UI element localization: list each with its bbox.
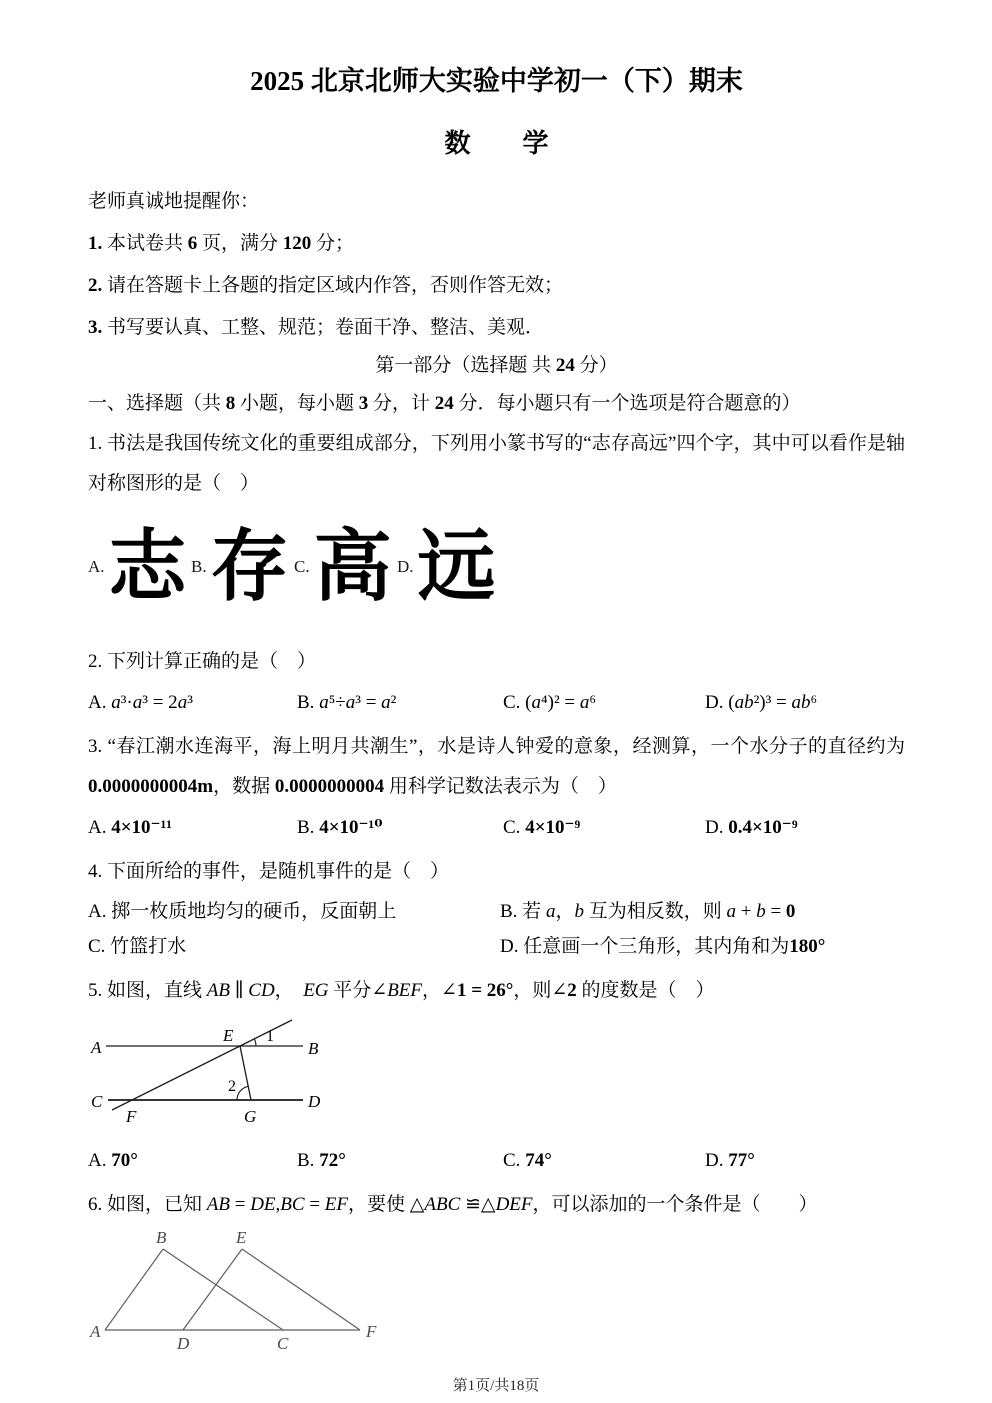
notice-item-2: 2. 请在答题卡上各题的指定区域内作答，否则作答无效； [88, 275, 564, 296]
q5-label-angle1: 1 [266, 1028, 274, 1045]
q6-label-D: D [177, 1334, 190, 1353]
subject-title: 数 学 [444, 129, 549, 158]
question-2 [88, 642, 905, 718]
q5-option-d: D. 77° [705, 1150, 755, 1171]
q5-figure [88, 1015, 338, 1133]
page-number: 第1页/共18页 [452, 1378, 540, 1394]
notice-item-3: 3. 书写要认真、工整、规范；卷面干净、整洁、美观． [88, 317, 545, 338]
q4-options-row-2 [88, 932, 905, 962]
q5-label-A: A [91, 1038, 102, 1057]
q6-label-E: E [236, 1229, 247, 1247]
q2-option-a: A. a³·a³ = 2a³ [88, 692, 193, 713]
q6-line-DE [183, 1249, 242, 1330]
q4-option-b: B. 若 a，b 互为相反数，则 a + b = 0 [500, 901, 796, 922]
q3-option-a: A. 4×10⁻¹¹ [88, 817, 172, 838]
q5-transversal-FE [112, 1020, 292, 1110]
q1-options [88, 506, 905, 628]
q6-text: 6. 如图，已知 AB = DE,BC = EF，要使 △ABC ≌△DEF，可以添加的一个条件是（ ） [88, 1194, 818, 1215]
q5-angle-arc-2 [237, 1086, 248, 1100]
q1-text: 1. 书法是我国传统文化的重要组成部分，下列用小篆书写的“志存高远”四个字，其中可以看作是轴对称图形的是（ ） [88, 433, 905, 494]
notice-intro: 老师真诚地提醒你： [88, 191, 260, 212]
q5-options [88, 1146, 905, 1176]
seal-script-cun-image: 存 [210, 521, 289, 612]
q3-option-d: D. 0.4×10⁻⁹ [705, 817, 798, 838]
q4-option-a: A. 掷一枚质地均匀的硬币，反面朝上 [88, 901, 397, 922]
q6-line-AB [105, 1249, 163, 1330]
q5-option-b: B. 72° [297, 1150, 346, 1171]
choice-section-intro: 一、选择题（共 8 小题，每小题 3 分，计 24 分．每小题只有一个选项是符合题意的） [88, 393, 801, 414]
q4-option-d: D. 任意画一个三角形，其内角和为180° [500, 936, 826, 957]
q5-label-C: C [91, 1092, 103, 1111]
q6-label-A: A [90, 1322, 101, 1341]
notice-item-1: 1. 本试卷共 6 页，满分 120 分； [88, 233, 355, 254]
q3-text: 3. “春江潮水连海平，海上明月共潮生”，水是诗人钟爱的意象，经测算，一个水分子的直径约为 0.0000000004m，数据 0.0000000004 用科学记数法表示为（ ） [88, 736, 905, 797]
q2-options [88, 688, 905, 718]
q5-label-F: F [126, 1107, 137, 1126]
question-3 [88, 727, 905, 843]
q6-label-B: B [156, 1229, 167, 1247]
q3-option-b: B. 4×10⁻¹⁰ [297, 817, 383, 838]
q2-option-c: C. (a⁴)² = a⁶ [503, 692, 596, 713]
q5-label-D: D [308, 1092, 321, 1111]
q6-label-F: F [366, 1322, 377, 1341]
q5-label-angle2: 2 [228, 1078, 236, 1095]
question-1 [88, 424, 905, 628]
q5-label-B: B [308, 1039, 319, 1058]
q5-label-G: G [244, 1107, 257, 1126]
seal-script-zhi-image: 志 [108, 521, 187, 612]
question-5 [88, 971, 905, 1176]
q6-line-EF [242, 1249, 360, 1330]
q1-option-d [397, 521, 500, 612]
question-4 [88, 852, 905, 962]
seal-script-yuan-image: 远 [417, 521, 496, 612]
q4-text: 4. 下面所给的事件，是随机事件的是（ ） [88, 861, 450, 882]
q1-option-c [294, 521, 397, 612]
q5-segment-EG [240, 1046, 251, 1100]
q5-text: 5. 如图，直线 AB ∥ CD， EG 平分∠BEF，∠1 = 26°，则∠2 的度数是（ ） [88, 980, 715, 1001]
q3-option-c: C. 4×10⁻⁹ [503, 817, 581, 838]
part1-heading: 第一部分（选择题 共 24 分） [375, 355, 618, 376]
q1-option-c-label: C. [294, 557, 310, 576]
q5-angle-arc-1 [254, 1039, 256, 1046]
q2-option-d: D. (ab²)³ = ab⁶ [705, 692, 818, 713]
seal-script-gao-image: 高 [313, 521, 392, 612]
q6-label-C: C [277, 1334, 289, 1353]
q6-figure [88, 1229, 398, 1361]
q3-options [88, 813, 905, 843]
q1-option-a-label: A. [88, 557, 105, 576]
question-6 [88, 1185, 905, 1361]
q5-option-c: C. 74° [503, 1150, 552, 1171]
q4-options-row-1 [88, 897, 905, 927]
q1-option-b [191, 521, 294, 612]
q1-option-b-label: B. [191, 557, 207, 576]
q2-text: 2. 下列计算正确的是（ ） [88, 651, 317, 672]
q5-label-E: E [223, 1026, 234, 1045]
q5-option-a: A. 70° [88, 1150, 138, 1171]
q1-option-a [88, 521, 191, 612]
page-title: 2025 北京北师大实验中学初一（下）期末 [250, 66, 743, 96]
q4-option-c: C. 竹篮打水 [88, 936, 187, 957]
q2-option-b: B. a⁵÷a³ = a² [297, 692, 397, 713]
q1-option-d-label: D. [397, 557, 414, 576]
q6-line-BC [163, 1249, 283, 1330]
